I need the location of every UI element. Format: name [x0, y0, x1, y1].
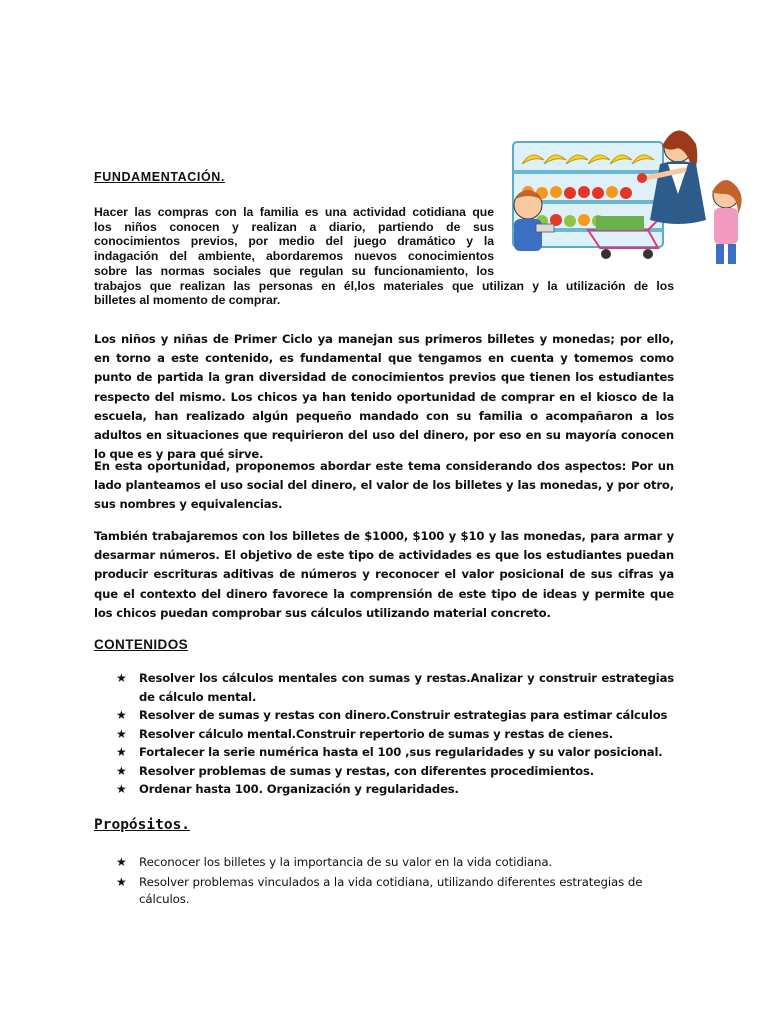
paragraph-primer-ciclo: Los niños y niñas de Primer Ciclo ya manejan sus primeros billetes y monedas; por ello, en torno a este contenido, es fundamental que tengamos en cuenta y tomemos como punto de partida la gran diversidad de conocimientos previos que tienen los estudiantes respecto del mismo. Los chicos ya han tenido oportunidad de comprar en el kiosco de la escuela, han realizado algún pequeño mandado con su familia o acompañaron a los adultos en situaciones que requirieron del uso del dinero, por eso en su mayoría conocen lo que es y para qué sirve. — [94, 332, 674, 462]
list-item: ★ Resolver problemas vinculados a la vida cotidiana, utilizando diferentes estrategias de cálculos. — [116, 874, 643, 906]
intro-line: conocimientos previos, por medio del juego dramático y la — [94, 234, 494, 249]
intro-line: indagación del ambiente, abordaremos nuevos conocimientos — [94, 249, 494, 264]
star-bullet-icon: ★ — [116, 874, 127, 889]
list-item: ★ Resolver de sumas y restas con dinero.Construir estrategias para estimar cálculos — [94, 706, 674, 725]
intro-line: billetes al momento de comprar. — [94, 293, 281, 308]
list-item: ★ Fortalecer la serie numérica hasta el 100 ,sus regularidades y su valor posicional. — [94, 743, 674, 762]
list-item: ★ Resolver los cálculos mentales con sumas y restas.Analizar y construir estrategias de cálculo mental. — [116, 671, 674, 704]
list-item: ★ Ordenar hasta 100. Organización y regularidades. — [94, 780, 674, 799]
paragraph-billetes: También trabajaremos con los billetes de $1000, $100 y $10 y las monedas, para armar y desarmar números. El objetivo de este tipo de actividades es que los estudiantes puedan producir escrituras aditivas de números y reconocer el valor posicional de sus cifras ya que el contexto del dinero favorece la comprensión de este tipo de ideas y permite que los chicos puedan comprobar sus cálculos utilizando material concreto. — [94, 529, 674, 620]
star-bullet-icon: ★ — [116, 782, 127, 796]
star-bullet-icon: ★ — [116, 708, 127, 722]
list-item: ★ Resolver problemas de sumas y restas, con diferentes procedimientos. — [94, 762, 674, 781]
paragraph-oportunidad: En esta oportunidad, proponemos abordar este tema considerando dos aspectos: Por un lado planteamos el uso social del dinero, el valor de los billetes y las monedas, y por otro, sus nombres y equivalencias. — [94, 459, 674, 512]
family-shopping-illustration — [508, 120, 748, 270]
list-item: ★ Resolver cálculo mental.Construir repertorio de sumas y restas de cienes. — [94, 725, 674, 744]
fundamentacion-heading: FUNDAMENTACIÓN. — [94, 170, 225, 184]
intro-line: Hacer las compras con la familia es una actividad cotidiana que — [94, 205, 494, 219]
intro-line: trabajos que realizan las personas en él,los materiales que utilizan y la utilización de los — [94, 278, 674, 293]
star-bullet-icon: ★ — [116, 726, 127, 741]
star-bullet-icon: ★ — [116, 763, 127, 778]
intro-line: sobre las normas sociales que regulan su funcionamiento, los — [94, 263, 494, 278]
intro-line: los niños conocen y realizan a diario, partiendo de sus — [94, 219, 494, 234]
star-bullet-icon: ★ — [116, 855, 127, 869]
star-bullet-icon: ★ — [116, 671, 127, 685]
contenidos-heading: CONTENIDOS — [94, 637, 189, 652]
propositos-list — [94, 854, 674, 909]
contenidos-list — [94, 669, 674, 799]
propositos-heading: Propósitos. — [94, 817, 191, 833]
list-item: ★ Reconocer los billetes y la importancia de su valor en la vida cotidiana. — [94, 854, 674, 872]
star-bullet-icon: ★ — [116, 745, 127, 759]
